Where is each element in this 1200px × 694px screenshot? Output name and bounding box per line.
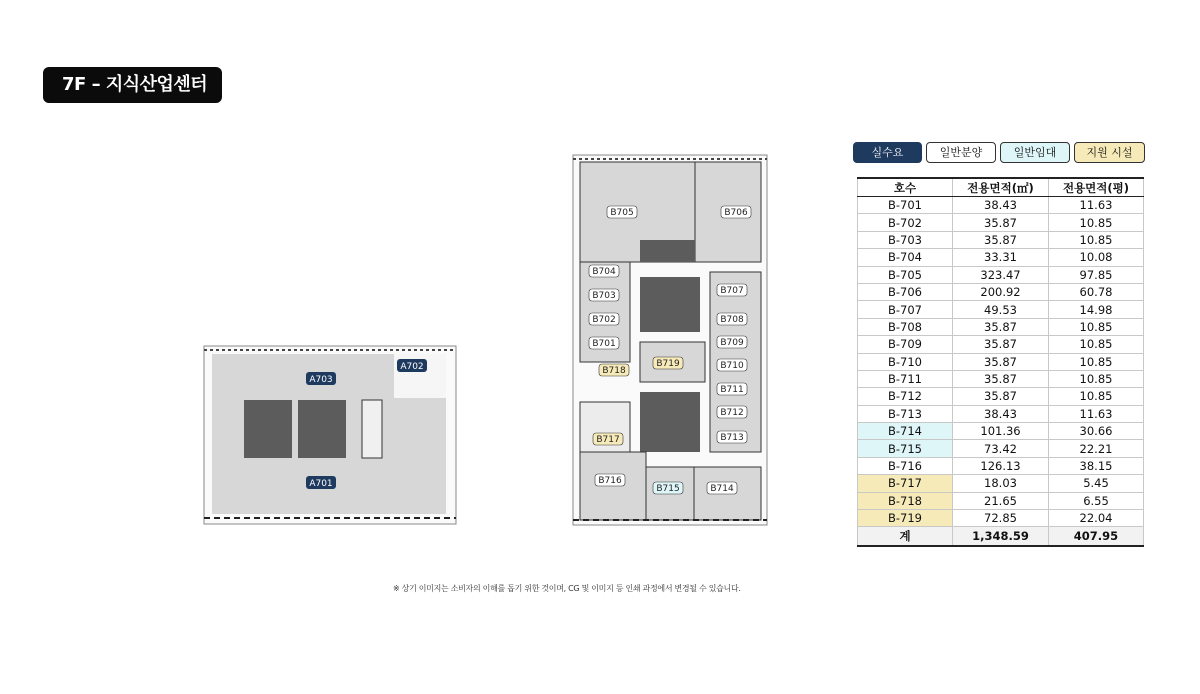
- cell-area-m2: 323.47: [953, 266, 1049, 283]
- cell-unit: B-711: [858, 370, 953, 387]
- unit-tag-b706: [721, 206, 751, 218]
- legend-general-sale: 일반분양: [926, 142, 996, 163]
- table-row: [858, 423, 1144, 440]
- floor-plan-b: [570, 152, 770, 528]
- cell-area-pyeong: 10.85: [1049, 318, 1144, 335]
- svg-text:B704: B704: [592, 267, 616, 277]
- cell-area-m2: 35.87: [953, 318, 1049, 335]
- table-row: [858, 249, 1144, 266]
- cell-area-pyeong: 6.55: [1049, 492, 1144, 509]
- cell-unit: B-707: [858, 301, 953, 318]
- unit-tag-b705: [607, 206, 637, 218]
- cell-area-pyeong: 60.78: [1049, 283, 1144, 300]
- cell-unit: B-703: [858, 231, 953, 248]
- unit-tag-b715: [653, 482, 683, 494]
- svg-text:B715: B715: [656, 484, 680, 494]
- cell-area-pyeong: 5.45: [1049, 475, 1144, 492]
- table-row: [858, 231, 1144, 248]
- total-label: 계: [858, 527, 953, 547]
- unit-tag-b704: [589, 265, 619, 277]
- unit-tag-a703: [306, 372, 336, 385]
- cell-unit: B-708: [858, 318, 953, 335]
- cell-area-pyeong: 10.85: [1049, 370, 1144, 387]
- svg-text:B712: B712: [720, 408, 744, 418]
- cell-area-m2: 126.13: [953, 457, 1049, 474]
- cell-area-m2: 200.92: [953, 283, 1049, 300]
- cell-area-m2: 38.43: [953, 405, 1049, 422]
- cell-area-pyeong: 14.98: [1049, 301, 1144, 318]
- table-row: [858, 510, 1144, 527]
- cell-area-pyeong: 11.63: [1049, 197, 1144, 214]
- cell-area-m2: 35.87: [953, 388, 1049, 405]
- cell-unit: B-706: [858, 283, 953, 300]
- cell-area-pyeong: 97.85: [1049, 266, 1144, 283]
- svg-text:B706: B706: [724, 208, 748, 218]
- svg-text:B718: B718: [602, 366, 626, 376]
- cell-area-m2: 35.87: [953, 353, 1049, 370]
- table-row: [858, 475, 1144, 492]
- cell-area-pyeong: 10.08: [1049, 249, 1144, 266]
- cell-area-pyeong: 10.85: [1049, 231, 1144, 248]
- cell-area-pyeong: 10.85: [1049, 336, 1144, 353]
- unit-tag-b719: [653, 357, 683, 369]
- unit-tag-b713: [717, 431, 747, 443]
- unit-tag-b711: [717, 383, 747, 395]
- table-total-row: [858, 527, 1144, 547]
- cell-area-m2: 73.42: [953, 440, 1049, 457]
- svg-text:B719: B719: [656, 359, 680, 369]
- svg-text:B711: B711: [720, 385, 744, 395]
- svg-text:B714: B714: [710, 484, 734, 494]
- unit-tag-b712: [717, 406, 747, 418]
- svg-text:B710: B710: [720, 361, 744, 371]
- cell-area-pyeong: 22.21: [1049, 440, 1144, 457]
- cell-area-m2: 33.31: [953, 249, 1049, 266]
- table-row: [858, 405, 1144, 422]
- svg-text:B702: B702: [592, 315, 616, 325]
- svg-text:B717: B717: [596, 435, 620, 445]
- total-area-pyeong: 407.95: [1049, 527, 1144, 547]
- area-table: [857, 177, 1144, 547]
- svg-text:A703: A703: [309, 375, 333, 385]
- table-row: [858, 197, 1144, 214]
- cell-area-m2: 18.03: [953, 475, 1049, 492]
- unit-tag-b707: [717, 284, 747, 296]
- unit-tag-b701: [589, 337, 619, 349]
- table-row: [858, 440, 1144, 457]
- cell-area-pyeong: 30.66: [1049, 423, 1144, 440]
- svg-text:A701: A701: [309, 479, 333, 489]
- cell-area-m2: 101.36: [953, 423, 1049, 440]
- cell-unit: B-709: [858, 336, 953, 353]
- unit-tag-a701: [306, 476, 336, 489]
- unit-tag-b710: [717, 359, 747, 371]
- cell-unit: B-712: [858, 388, 953, 405]
- cell-area-m2: 35.87: [953, 231, 1049, 248]
- floor-plan-a: [200, 342, 460, 528]
- cell-area-pyeong: 10.85: [1049, 214, 1144, 231]
- unit-tag-a702: [397, 359, 427, 372]
- unit-tag-b714: [707, 482, 737, 494]
- unit-type-legend: [853, 142, 1145, 163]
- cell-unit: B-702: [858, 214, 953, 231]
- cell-area-m2: 72.85: [953, 510, 1049, 527]
- table-row: [858, 457, 1144, 474]
- cell-unit: B-713: [858, 405, 953, 422]
- total-area-m2: 1,348.59: [953, 527, 1049, 547]
- cell-unit: B-716: [858, 457, 953, 474]
- table-row: [858, 336, 1144, 353]
- cell-area-pyeong: 10.85: [1049, 388, 1144, 405]
- table-row: [858, 492, 1144, 509]
- table-row: [858, 214, 1144, 231]
- svg-text:B701: B701: [592, 339, 616, 349]
- legend-support-facility: 지원 시설: [1074, 142, 1145, 163]
- cell-unit: B-704: [858, 249, 953, 266]
- table-row: [858, 388, 1144, 405]
- cell-unit: B-715: [858, 440, 953, 457]
- cell-unit: B-717: [858, 475, 953, 492]
- cell-area-pyeong: 22.04: [1049, 510, 1144, 527]
- table-row: [858, 318, 1144, 335]
- unit-tag-b718: [599, 364, 629, 376]
- header-area-m2: 전용면적(㎡): [953, 178, 1049, 197]
- cell-area-m2: 35.87: [953, 370, 1049, 387]
- disclaimer-note: ※ 상기 이미지는 소비자의 이해를 돕기 위한 것이며, CG 및 이미지 등 인쇄 과정에서 변경될 수 있습니다.: [393, 584, 741, 593]
- cell-unit: B-701: [858, 197, 953, 214]
- cell-unit: B-705: [858, 266, 953, 283]
- floor-title: 7F – 지식산업센터: [43, 67, 222, 103]
- svg-text:A702: A702: [400, 362, 424, 372]
- svg-text:B716: B716: [598, 476, 622, 486]
- cell-area-pyeong: 38.15: [1049, 457, 1144, 474]
- cell-unit: B-719: [858, 510, 953, 527]
- table-header-row: [858, 178, 1144, 197]
- cell-area-pyeong: 10.85: [1049, 353, 1144, 370]
- unit-tag-b708: [717, 313, 747, 325]
- cell-unit: B-710: [858, 353, 953, 370]
- cell-unit: B-714: [858, 423, 953, 440]
- header-area-pyeong: 전용면적(평): [1049, 178, 1144, 197]
- cell-area-m2: 38.43: [953, 197, 1049, 214]
- cell-area-m2: 35.87: [953, 214, 1049, 231]
- table-row: [858, 301, 1144, 318]
- unit-tag-b717: [593, 433, 623, 445]
- legend-general-lease: 일반임대: [1000, 142, 1070, 163]
- header-unit: 호수: [858, 178, 953, 197]
- unit-tag-b703: [589, 289, 619, 301]
- svg-text:B713: B713: [720, 433, 744, 443]
- table-row: [858, 353, 1144, 370]
- svg-text:B708: B708: [720, 315, 744, 325]
- cell-unit: B-718: [858, 492, 953, 509]
- svg-text:B707: B707: [720, 286, 744, 296]
- cell-area-m2: 21.65: [953, 492, 1049, 509]
- cell-area-pyeong: 11.63: [1049, 405, 1144, 422]
- table-row: [858, 283, 1144, 300]
- cell-area-m2: 49.53: [953, 301, 1049, 318]
- svg-text:B705: B705: [610, 208, 634, 218]
- unit-tag-b702: [589, 313, 619, 325]
- table-row: [858, 266, 1144, 283]
- legend-actual-demand: 실수요: [853, 142, 922, 163]
- cell-area-m2: 35.87: [953, 336, 1049, 353]
- svg-text:B709: B709: [720, 338, 744, 348]
- table-row: [858, 370, 1144, 387]
- unit-tag-b709: [717, 336, 747, 348]
- unit-tag-b716: [595, 474, 625, 486]
- svg-text:B703: B703: [592, 291, 616, 301]
